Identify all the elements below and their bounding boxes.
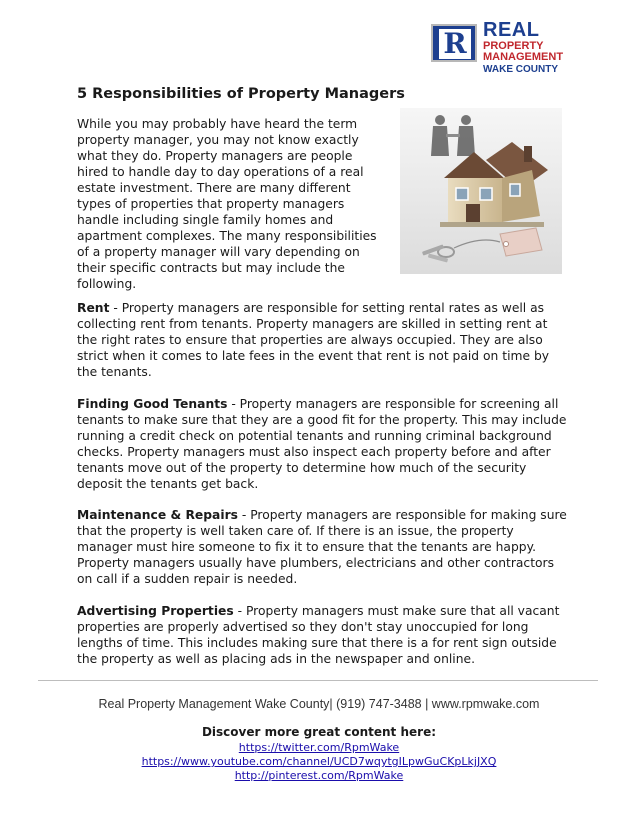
- footer-contact: Real Property Management Wake County| (919) 747-3488 | www.rpmwake.com: [98, 697, 540, 711]
- section-advertising-properties: [77, 603, 567, 667]
- logo-line-2: PROPERTY MANAGEMENT: [483, 40, 564, 63]
- section-term: Rent: [77, 301, 110, 315]
- responsibility-list: [77, 300, 567, 682]
- logo-mark-letter: R: [439, 29, 471, 59]
- pinterest-link[interactable]: http://pinterest.com/RpmWake: [234, 769, 404, 782]
- company-logo: [431, 18, 601, 75]
- section-term: Advertising Properties: [77, 603, 234, 618]
- logo-wordmark: [483, 20, 601, 75]
- section-term: Maintenance & Repairs: [77, 508, 238, 522]
- section-text: - Property managers must make sure that all vacant properties are properly advertised so they don't stay unoccupied for long lengths of time. This includes making sure that there is a for rent sign outside the property as well as placing ads in the newspaper and online.: [77, 603, 560, 666]
- section-maintenance-repairs: [77, 507, 567, 587]
- logo-r-icon: [431, 24, 477, 62]
- article-intro: While you may probably have heard the term property manager, you may not know exactly what they do. Property managers are people hired to handle day to day operations of a real estate investment. There are many different types of properties that property managers handle including single family homes and apartment complexes. The many responsibilities of a property manager will vary depending on their specific contracts but may include the following.: [77, 117, 377, 291]
- footer-links: [0, 741, 638, 783]
- section-text: - Property managers are responsible for making sure that the property is well taken care of. If there is an issue, the property manager must hire someone to fix it to ensure that the tenants are happy. Property managers usually have plumbers, electricians and other contractors on call if a sudden repair is needed.: [77, 508, 567, 586]
- section-rent: [77, 300, 567, 380]
- logo-line-3: WAKE COUNTY: [483, 64, 558, 75]
- section-term: Finding Good Tenants: [77, 396, 228, 411]
- house-keys-photo: [400, 108, 562, 274]
- footer-divider: [38, 680, 598, 681]
- twitter-link[interactable]: https://twitter.com/RpmWake: [238, 741, 400, 754]
- footer-discover-heading: Discover more great content here:: [201, 725, 437, 739]
- youtube-link[interactable]: https://www.youtube.com/channel/UCD7wqytgILpwGuCKpLkjJXQ: [141, 755, 497, 768]
- section-finding-good-tenants: [77, 396, 567, 492]
- section-text: - Property managers are responsible for setting rental rates as well as collecting rent from tenants. Property managers are skilled in setting rent at the right rates to ensure that properties are always occupied. They are also strict when it comes to late fees in the event that rent is not paid on time by the tenants.: [77, 301, 550, 379]
- logo-line-1: REAL: [483, 19, 540, 41]
- section-text: - Property managers are responsible for screening all tenants to make sure that they are a good fit for the property. This may include running a credit check on potential tenants and running criminal background checks. Property managers must also inspect each property before and after tenants move out of the property to determine how much of the security deposit the tenants get back.: [77, 396, 567, 491]
- article-title: 5 Responsibilities of Property Managers: [77, 86, 405, 102]
